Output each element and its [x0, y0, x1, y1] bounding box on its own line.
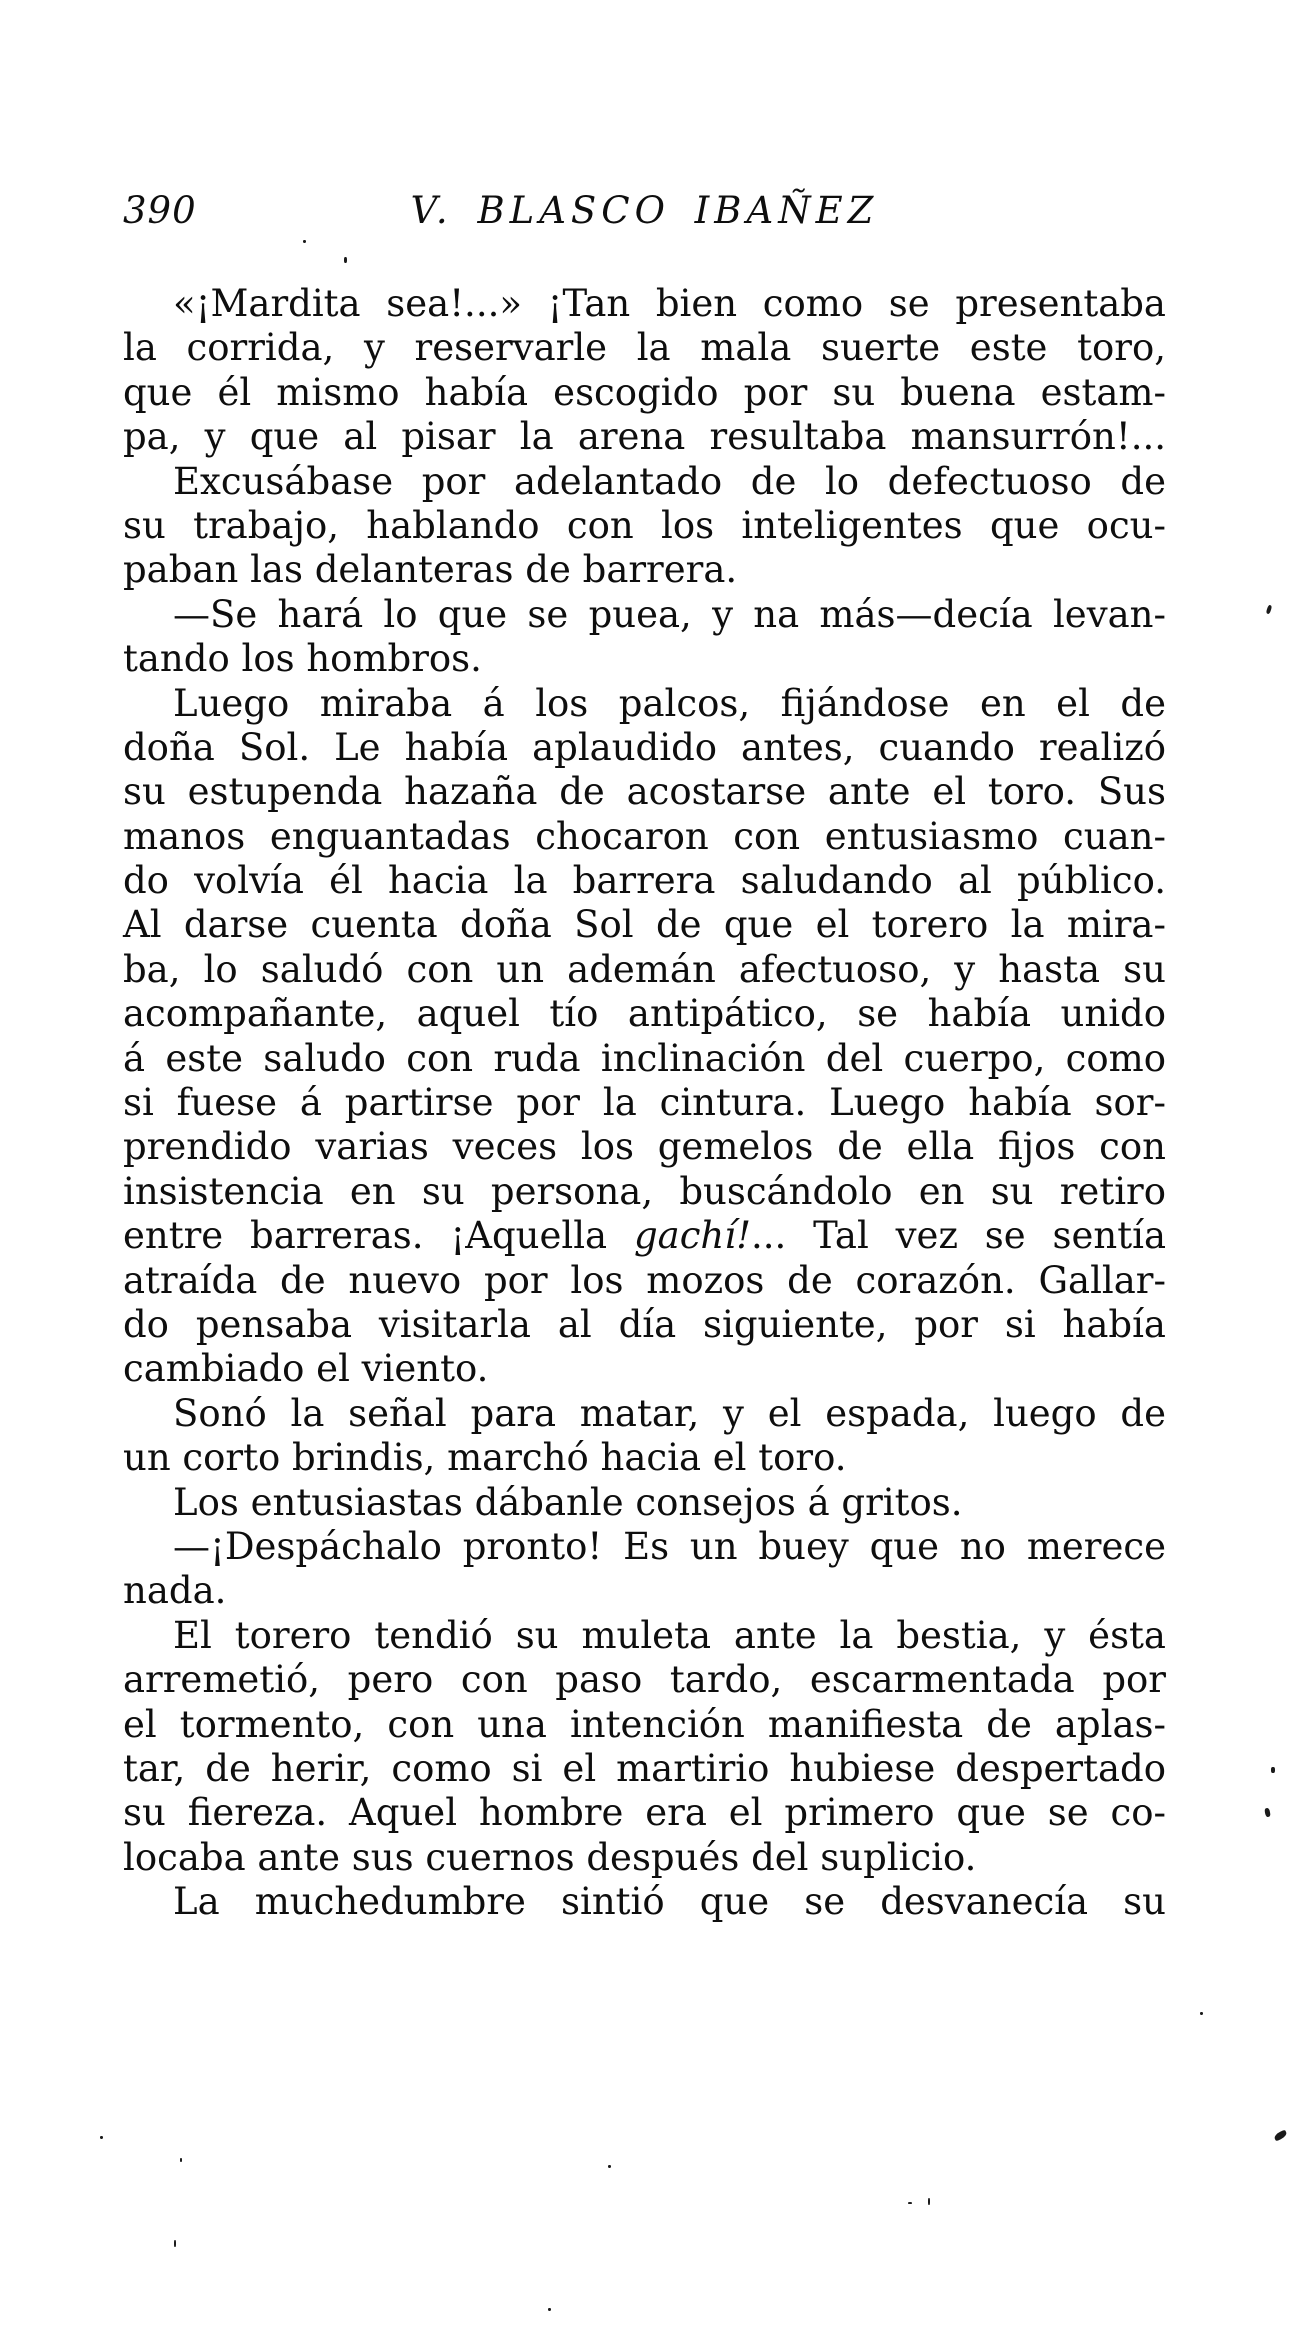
- text-line: atraída de nuevo por los mozos de corazón. Gallar-: [123, 1258, 1166, 1302]
- text-line: —Se hará lo que se puea, y na más—decía levan-: [173, 592, 1166, 636]
- scan-speck: [1266, 605, 1273, 615]
- text-line: la corrida, y reservarle la mala suerte este toro,: [123, 326, 1166, 370]
- text-line: pa, y que al pisar la arena resultaba mansurrón!...: [123, 415, 1166, 459]
- scan-speck: [908, 2202, 912, 2204]
- scan-speck: [303, 240, 306, 243]
- text-line: su fiereza. Aquel hombre era el primero que se co-: [123, 1791, 1166, 1835]
- paragraph: [123, 1614, 1166, 1880]
- text-line: —¡Despáchalo pronto! Es un buey que no merece: [173, 1524, 1166, 1568]
- text-line: si fuese á partirse por la cintura. Luego había sor-: [123, 1081, 1166, 1125]
- text-line: doña Sol. Le había aplaudido antes, cuando realizó: [123, 725, 1166, 769]
- scan-speck: [1264, 1808, 1271, 1818]
- text-line: su trabajo, hablando con los inteligentes que ocu-: [123, 503, 1166, 547]
- book-page: [0, 188, 1300, 2346]
- paragraph: [123, 1880, 1166, 1924]
- page-header: [0, 188, 1300, 234]
- scan-speck: [100, 2136, 103, 2139]
- text-line: locaba ante sus cuernos después del suplicio.: [123, 1835, 977, 1879]
- scan-speck: [180, 2158, 182, 2162]
- scan-speck: [1271, 1767, 1275, 1773]
- text-line: Sonó la señal para matar, y el espada, luego de: [173, 1391, 1166, 1435]
- text-line: ba, lo saludó con un ademán afectuoso, y hasta su: [123, 947, 1166, 991]
- text-segment: entre barreras. ¡Aquella: [123, 1214, 634, 1258]
- page-number: 390: [123, 189, 197, 232]
- paragraph: [123, 460, 1166, 593]
- text-line: acompañante, aquel tío antipático, se había unido: [123, 992, 1166, 1036]
- text-line: paban las delanteras de barrera.: [123, 548, 738, 592]
- paragraph: [123, 593, 1166, 682]
- scan-speck: [548, 2308, 551, 2311]
- paragraph: [123, 682, 1166, 1392]
- running-title: V. BLASCO IBAÑEZ: [410, 189, 879, 232]
- paragraph: [123, 282, 1166, 460]
- text-line: Excusábase por adelantado de lo defectuoso de: [173, 459, 1166, 503]
- text-line: El torero tendió su muleta ante la bestia, y ésta: [173, 1613, 1166, 1657]
- scan-speck: [1273, 2130, 1288, 2142]
- text-line: «¡Mardita sea!...» ¡Tan bien como se presentaba: [173, 282, 1166, 325]
- text-line: que él mismo había escogido por su buena estam-: [123, 370, 1166, 414]
- page-body: [123, 282, 1166, 1924]
- text-line: prendido varias veces los gemelos de ella fijos con: [123, 1125, 1166, 1169]
- text-line: cambiado el viento.: [123, 1347, 489, 1391]
- text-line: Los entusiastas dábanle consejos á gritos.: [173, 1480, 963, 1524]
- text-line: tando los hombros.: [123, 637, 482, 681]
- scan-speck: [608, 2165, 611, 2168]
- text-line: arremetió, pero con paso tardo, escarmentada por: [123, 1658, 1166, 1702]
- text-line: nada.: [123, 1569, 227, 1613]
- scan-speck: [1200, 2012, 1203, 2015]
- paragraph: [123, 1392, 1166, 1481]
- scan-speck: [344, 257, 347, 263]
- text-line: manos enguantadas chocaron con entusiasmo cuan-: [123, 814, 1166, 858]
- text-line: el tormento, con una intención manifiesta de aplas-: [123, 1702, 1166, 1746]
- italic-term: gachí!: [633, 1214, 751, 1258]
- scan-speck: [928, 2198, 930, 2205]
- text-segment: ... Tal vez se sentía: [750, 1214, 1166, 1258]
- paragraph: [123, 1525, 1166, 1614]
- text-line: La muchedumbre sintió que se desvanecía su: [173, 1880, 1166, 1924]
- text-line: un corto brindis, marchó hacia el toro.: [123, 1436, 847, 1480]
- scan-speck: [174, 2240, 176, 2247]
- text-line: [123, 1214, 1166, 1258]
- text-line: insistencia en su persona, buscándolo en su retiro: [123, 1169, 1166, 1213]
- text-line: á este saludo con ruda inclinación del cuerpo, como: [123, 1036, 1166, 1080]
- text-line: tar, de herir, como si el martirio hubiese despertado: [123, 1746, 1166, 1790]
- paragraph: [123, 1481, 1166, 1525]
- text-line: Al darse cuenta doña Sol de que el torero la mira-: [123, 903, 1166, 947]
- text-line: do volvía él hacia la barrera saludando al público.: [123, 859, 1166, 903]
- text-line: Luego miraba á los palcos, fijándose en el de: [173, 681, 1166, 725]
- text-line: do pensaba visitarla al día siguiente, por si había: [123, 1302, 1166, 1346]
- text-line: su estupenda hazaña de acostarse ante el toro. Sus: [123, 770, 1166, 814]
